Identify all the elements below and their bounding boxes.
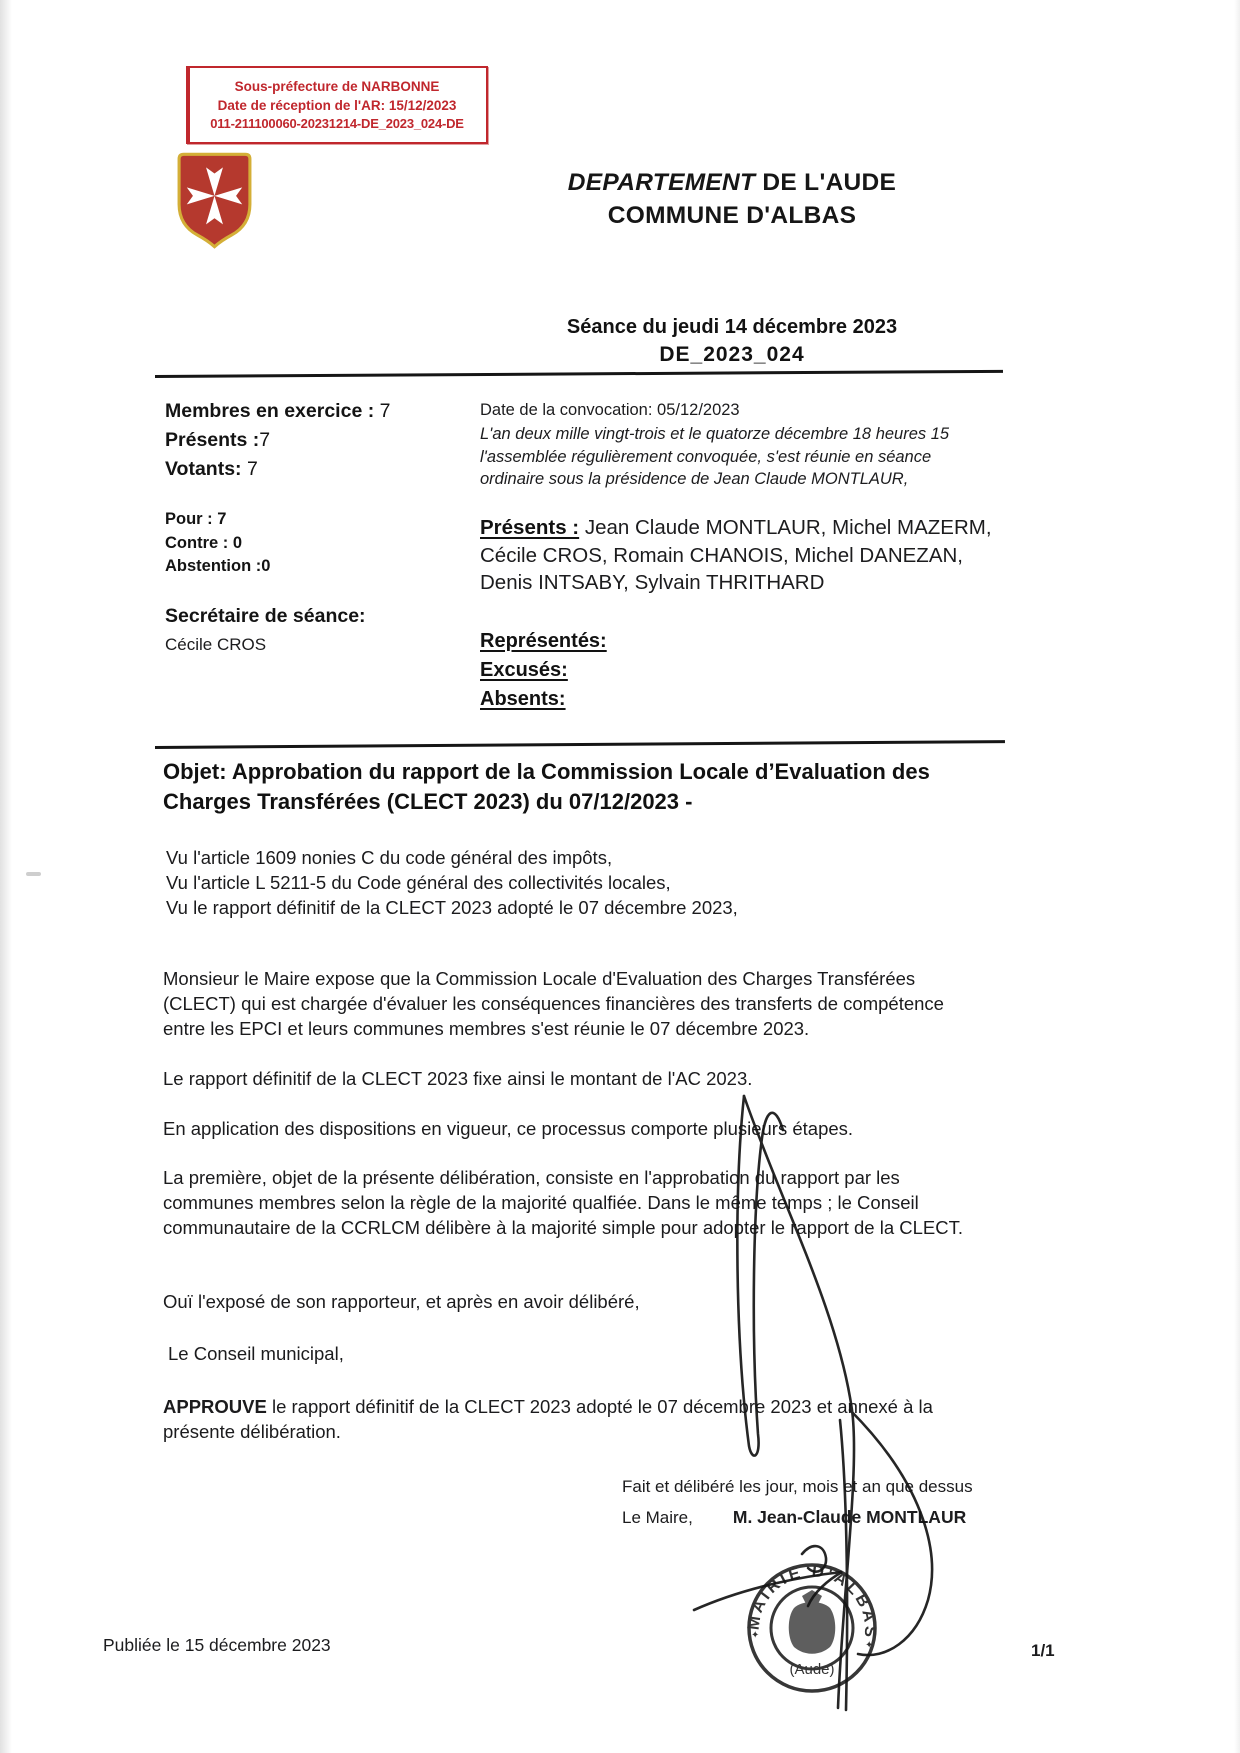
department-line	[467, 166, 997, 199]
stamp-reference-line: 011-211100060-20231214-DE_2023_024-DE	[210, 115, 464, 131]
representes-label: Représentés:	[480, 630, 607, 652]
seal-star-right: ✦	[865, 1640, 874, 1651]
session-date-line: Séance du jeudi 14 décembre 2023	[566, 316, 898, 338]
scan-edge-shadow-right	[1234, 0, 1240, 1753]
document-header	[467, 166, 997, 232]
pour-line: Pour : 7	[165, 510, 227, 528]
page-number: 1/1	[1031, 1641, 1055, 1660]
publication-date: Publiée le 15 décembre 2023	[103, 1635, 331, 1655]
secretary-label: Secrétaire de séance:	[165, 605, 366, 627]
seal-bottom-text: (Aude)	[789, 1661, 835, 1678]
body-paragraph-rapport: Le rapport définitif de la CLECT 2023 fixe ainsi le montant de l'AC 2023.	[163, 1068, 753, 1089]
session-preamble: L'an deux mille vingt-trois et le quatorze décembre 18 heures 15 l'assemblée régulièrement convoquée, s'est réunie en séance ordinaire sous la présidence de Jean Claude MONTLAUR,	[480, 425, 950, 488]
deliberation-reference: DE_2023_024	[659, 343, 805, 366]
horizontal-rule-objet	[155, 740, 1005, 749]
body-paragraph-expose: Monsieur le Maire expose que la Commission Locale d'Evaluation des Charges Transférées (CLECT) qui est chargée d'évaluer les conséquences financières des transferts de compétence entre les EPCI et leurs communes membres s'est réunie le 07 décembre 2023.	[163, 968, 944, 1039]
prefecture-reception-stamp	[186, 66, 488, 144]
body-paragraph-conseil: Le Conseil municipal,	[168, 1343, 344, 1364]
absents-label: Absents:	[480, 688, 566, 710]
presents-paragraph	[480, 514, 1012, 597]
excuses-label: Excusés:	[480, 659, 568, 681]
le-maire-label: Le Maire,	[622, 1508, 693, 1527]
scan-artifact	[26, 872, 41, 876]
contre-line: Contre : 0	[165, 533, 243, 552]
seal-arc-text: MAIRIE D'ALBAS	[744, 1562, 880, 1641]
attendance-counts	[165, 397, 390, 484]
vote-results	[165, 508, 270, 579]
objet-title: Objet: Approbation du rapport de la Commission Locale d’Evaluation des Charges Transférées (CLECT 2023) du 07/12/2023 -	[163, 759, 930, 814]
membres-line: Membres en exercice : 7	[165, 400, 391, 422]
secretary-name: Cécile CROS	[165, 635, 267, 654]
coat-of-arms-icon	[176, 152, 253, 254]
votants-line: Votants: 7	[165, 458, 258, 480]
commune-line: COMMUNE D'ALBAS	[607, 202, 857, 229]
presents-names: Jean Claude MONTLAUR, Michel MAZERM, Cécile CROS, Romain CHANOIS, Michel DANEZAN, Denis INTSABY, Sylvain THRITHARD	[480, 516, 992, 594]
vu-line: Vu le rapport définitif de la CLECT 2023 adopté le 07 décembre 2023,	[166, 897, 738, 918]
presents-count-line: Présents :7	[165, 429, 271, 451]
signature-stroke	[690, 1080, 960, 1725]
body-paragraph-application: En application des dispositions en vigueur, ce processus comporte plusieurs étapes.	[163, 1118, 854, 1139]
body-paragraph-oui: Ouï l'exposé de son rapporteur, et après en avoir délibéré,	[163, 1291, 640, 1312]
maire-name: M. Jean-Claude MONTLAUR	[732, 1507, 967, 1527]
stamp-office-line: Sous-préfecture de NARBONNE	[234, 78, 440, 94]
presents-label: Présents :	[480, 516, 580, 539]
vu-line: Vu l'article L 5211-5 du Code général des collectivités locales,	[166, 872, 671, 893]
approuve-rest: le rapport définitif de la CLECT 2023 adopté le 07 décembre 2023 et annexé à la présente délibération.	[163, 1396, 933, 1442]
horizontal-rule-top	[155, 370, 1003, 378]
seal-star-left: ✦	[751, 1630, 760, 1641]
abstention-line: Abstention :0	[165, 557, 271, 575]
department-rest: DE L'AUDE	[755, 169, 897, 196]
scan-edge-shadow-left	[0, 0, 12, 1753]
fait-line: Fait et délibéré les jour, mois et an que dessus	[622, 1477, 973, 1496]
session-block	[467, 316, 997, 367]
department-word: DEPARTEMENT	[567, 169, 756, 196]
vu-line: Vu l'article 1609 nonies C du code général des impôts,	[166, 847, 613, 868]
stamp-reception-date-line: Date de réception de l'AR: 15/12/2023	[217, 97, 457, 113]
vu-clauses	[166, 845, 986, 920]
convocation-date: Date de la convocation: 05/12/2023	[480, 401, 740, 419]
approuve-word: APPROUVE	[163, 1396, 267, 1417]
body-paragraph-premiere: La première, objet de la présente délibération, consiste en l'approbation du rapport par les communes membres selon la règle de la majorité qualfiée. Dans le même temps ; le Conseil communautaire de la CCRLCM délibère à la majorité simple pour adopter le rapport de la CLECT.	[163, 1167, 963, 1238]
